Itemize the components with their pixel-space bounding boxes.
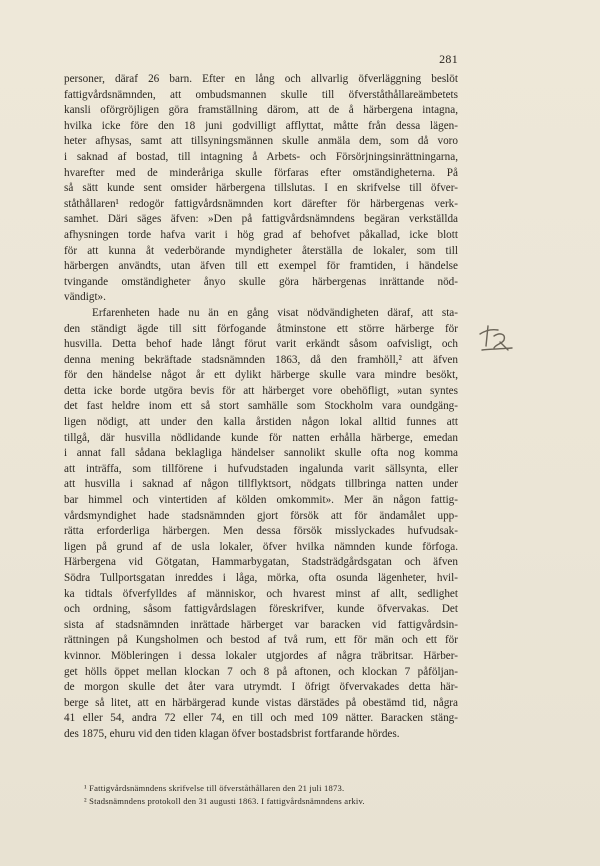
text-line: personer, däraf 26 barn. Efter en lång och allvarlig öfverläggning beslöt <box>64 73 458 85</box>
text-line: denna mening bekräftade stadsnämnden 1863, då den framhöll,² att äfven <box>64 353 458 366</box>
text-line: husvilla. Detta behof hade långt förut varit erkändt såsom oafvisligt, och <box>64 338 458 351</box>
text-line: att inträffa, som tillförene i hufvudstaden ingalunda varit sällsynta, eller <box>64 462 458 475</box>
footnote: ² Stadsnämndens protokoll den 31 augusti 1863. I fattigvårdsnämndens arkiv. <box>84 796 365 806</box>
text-line: härbergen användts, utan äfven till ett exempel för framtiden, i händelse <box>64 260 458 273</box>
text-line: 41 eller 54, andra 72 eller 74, en till och med 109 nätter. Baracken stäng- <box>64 712 458 725</box>
text-line: tvingande omständigheter ånyo skulle göra härbergenas inrättande nöd- <box>64 275 458 288</box>
text-line: för den händelse något år ett dylikt härberge skulle vara mindre besökt, <box>64 369 458 382</box>
text-line: att husvilla i saknad af någon tillflyktsort, nödgats tillbringa natten under <box>64 478 458 491</box>
text-line: rättningen på Kungsholmen och bestod af två rum, ett för män och ett för <box>64 634 458 647</box>
text-line: och ordning, såsom fattigvårdslagen föreskrifver, kunde öfvervakas. Det <box>64 603 458 616</box>
text-line: ka tidtals öfverfylldes af människor, och hvarest minst af allt, sedlighet <box>64 587 458 600</box>
text-line: afhysningen torde hafva varit i hög grad af behofvet påkallad, icke blott <box>64 228 458 241</box>
footnotes <box>84 782 464 808</box>
text-line: heter afhysas, samt att tillsyningsmännen skulle anmäla dem, som då voro <box>64 135 458 148</box>
text-line: fattigvårdsnämnden, att ombudsmannen skulle till öfverståthållareämbetets <box>64 88 458 101</box>
text-line: Erfarenheten hade nu än en gång visat nödvändigheten däraf, att sta- <box>92 306 458 319</box>
body-text <box>64 72 458 743</box>
text-line: de morgon skulle det åter vara utrymdt. I öfrigt öfvervakades detta här- <box>64 681 458 694</box>
text-line: hvarefter med de minderåriga skulle förfaras efter omständigheterna. På <box>64 166 458 179</box>
text-line: get hölls öppet mellan klockan 7 och 8 på aftonen, och klockan 7 påföljan- <box>64 665 458 678</box>
text-line: berge så litet, att en härbärgerad kunde vistas därstädes på obestämd tid, några <box>64 696 458 709</box>
text-line: ligen nödigt, att under den kalla årstiden någon lokal alltid funnes att <box>64 416 458 429</box>
text-line: sista af stadsnämnden inrättade härberget var baracken vid fattigvårdsin- <box>64 618 458 631</box>
text-line: tillgå, där husvilla nödlidande kunde för natten erhålla härberge, emedan <box>64 431 458 444</box>
text-line: Härbergena vid Götgatan, Hammarbygatan, Stadsträdgårdsgatan och äfven <box>64 556 458 569</box>
text-line: den ständigt ägde till sitt förfogande åtminstone ett större härberge för <box>64 322 458 335</box>
handwritten-pencil-mark-icon <box>474 316 518 360</box>
text-line: vändigt». <box>64 291 106 304</box>
text-line: bar himmel och vintertiden af kölden omkommit». Mer än någon fattig- <box>64 494 458 507</box>
text-line: detta icke borde utgöra bevis för att härberget vore obehöfligt, »utan syntes <box>64 384 458 397</box>
text-line: för att kunna åt vederbörande myndigheter återställa de lokaler, som till <box>64 244 458 257</box>
text-line: ståthållaren¹ redogör fattigvårdsnämnden kort därefter för härbergenas verk- <box>64 197 458 210</box>
text-line: samhet. Däri säges äfven: »Den på fattigvårdsnämndens begäran verkställda <box>64 213 458 226</box>
text-line: des 1875, ehuru vid den tiden klagan öfver bostadsbrist fortfarande hördes. <box>64 727 400 740</box>
text-line: Södra Tullportsgatan inreddes i låga, mörka, ofta osunda lägenheter, hvil- <box>64 572 458 584</box>
text-line: hvilka icke före den 18 juni godvilligt afflyttat, måtte från dessa lägen- <box>64 119 458 132</box>
text-line: rätta erforderliga härbergen. Men dessa försök misslyckades hufvudsak- <box>64 525 458 538</box>
text-line: så sätt kunde sent omsider härbergena tillslutas. I en skrifvelse till öfver- <box>64 182 458 195</box>
text-line: kansli oförgröjligen göra framställning därom, att de å härbergena intagna, <box>64 104 458 117</box>
text-line: det fast heldre inom ett så stort samhälle som Stockholm vara oundgäng- <box>64 400 458 413</box>
footnote: ¹ Fattigvårdsnämndens skrifvelse till öfverståthållaren den 21 juli 1873. <box>84 783 345 793</box>
page-number: 281 <box>439 52 458 66</box>
text-line: i annat fall sådana beklagliga händelser sannolikt skulle ofta nog komma <box>64 447 458 460</box>
text-line: ligen på grund af de usla lokaler, öfver hvilka nämnden kunde förfoga. <box>64 540 458 553</box>
text-line: kvinnor. Möbleringen i dessa lokaler utgjordes af några träbritsar. Härber- <box>64 649 458 662</box>
text-line: vårdsmyndighet hade stadsnämnden gjort försök att för ändamålet upp- <box>64 509 458 522</box>
text-line: i saknad af bostad, till intagning å Arbets- och Försörjningsinrättningarna, <box>64 150 458 163</box>
